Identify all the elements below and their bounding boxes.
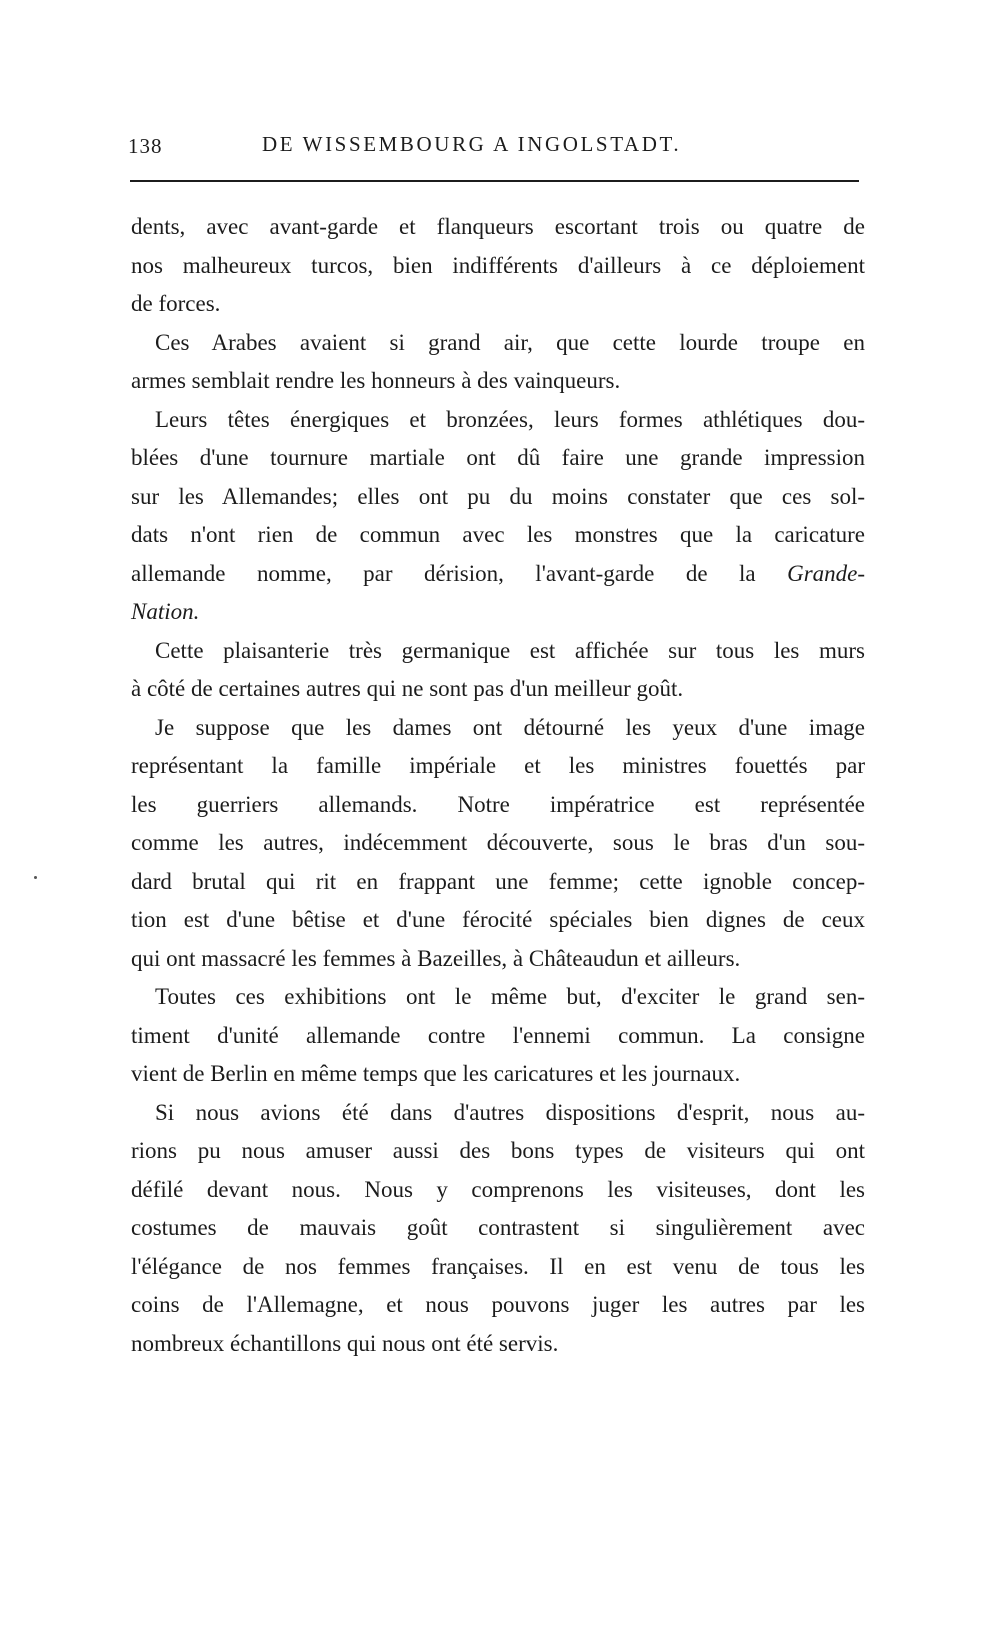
text-line: vient de Berlin en même temps que les caricatures et les journaux.: [131, 1061, 741, 1086]
italic-word: Nation.: [131, 599, 200, 624]
text-line: représentant la famille impériale et les ministres fouettés par: [131, 753, 865, 778]
text-line: Leurs têtes énergiques et bronzées, leurs formes athlétiques dou-: [155, 406, 865, 432]
text-line: Si nous avions été dans d'autres dispositions d'esprit, nous au-: [155, 1099, 865, 1125]
text-line: sur les Allemandes; elles ont pu du moins constater que ces sol-: [131, 483, 865, 509]
header-rule: [130, 180, 859, 182]
text-line: comme les autres, indécemment découverte, sous le bras d'un sou-: [131, 830, 865, 855]
text-line: Ces Arabes avaient si grand air, que cette lourde troupe en: [155, 329, 865, 355]
text-line: qui ont massacré les femmes à Bazeilles, à Châteaudun et ailleurs.: [131, 945, 741, 971]
text-line-with-italic: [131, 555, 865, 594]
text-line: armes semblait rendre les honneurs à des vainqueurs.: [131, 368, 621, 393]
text-line: rions pu nous amuser aussi des bons types de visiteurs qui ont: [131, 1138, 865, 1163]
text-line: de forces.: [131, 291, 221, 316]
text-line: Je suppose que les dames ont détourné les yeux d'une image: [155, 714, 865, 740]
text-line: l'élégance de nos femmes françaises. Il en est venu de tous les: [131, 1253, 865, 1279]
text-line: nos malheureux turcos, bien indifférents d'ailleurs à ce déploiement: [131, 252, 865, 278]
text-line: costumes de mauvais goût contrastent si singulièrement avec: [131, 1215, 865, 1240]
text-line: Cette plaisanterie très germanique est affichée sur tous les murs: [155, 637, 865, 663]
text-line: dats n'ont rien de commun avec les monstres que la caricature: [131, 522, 865, 547]
text-line: à côté de certaines autres qui ne sont pas d'un meilleur goût.: [131, 676, 684, 701]
text-line: nombreux échantillons qui nous ont été servis.: [131, 1330, 559, 1356]
page-number: 138: [128, 134, 163, 158]
text-line: tion est d'une bêtise et d'une férocité spéciales bien dignes de ceux: [131, 907, 865, 932]
text-line: dard brutal qui rit en frappant une femme; cette ignoble concep-: [131, 868, 865, 894]
italic-word: Grande-: [787, 560, 866, 586]
text-line: dents, avec avant-garde et flanqueurs escortant trois ou quatre de: [131, 214, 865, 239]
text-line-roman-part: allemande nomme, par dérision, l'avant-garde de la: [131, 560, 756, 586]
body-text: [131, 208, 865, 1363]
margin-speck: [34, 876, 37, 879]
text-line: [131, 593, 865, 632]
text-line: Toutes ces exhibitions ont le même but, d'exciter le grand sen-: [155, 984, 865, 1009]
text-line: blées d'une tournure martiale ont dû faire une grande impression: [131, 445, 865, 470]
text-line: les guerriers allemands. Notre impératrice est représentée: [131, 791, 865, 817]
text-line: coins de l'Allemagne, et nous pouvons juger les autres par les: [131, 1292, 865, 1317]
text-line: défilé devant nous. Nous y comprenons les visiteuses, dont les: [131, 1176, 865, 1202]
text-line: timent d'unité allemande contre l'ennemi commun. La consigne: [131, 1022, 865, 1048]
running-title: DE WISSEMBOURG A INGOLSTADT.: [262, 132, 682, 156]
